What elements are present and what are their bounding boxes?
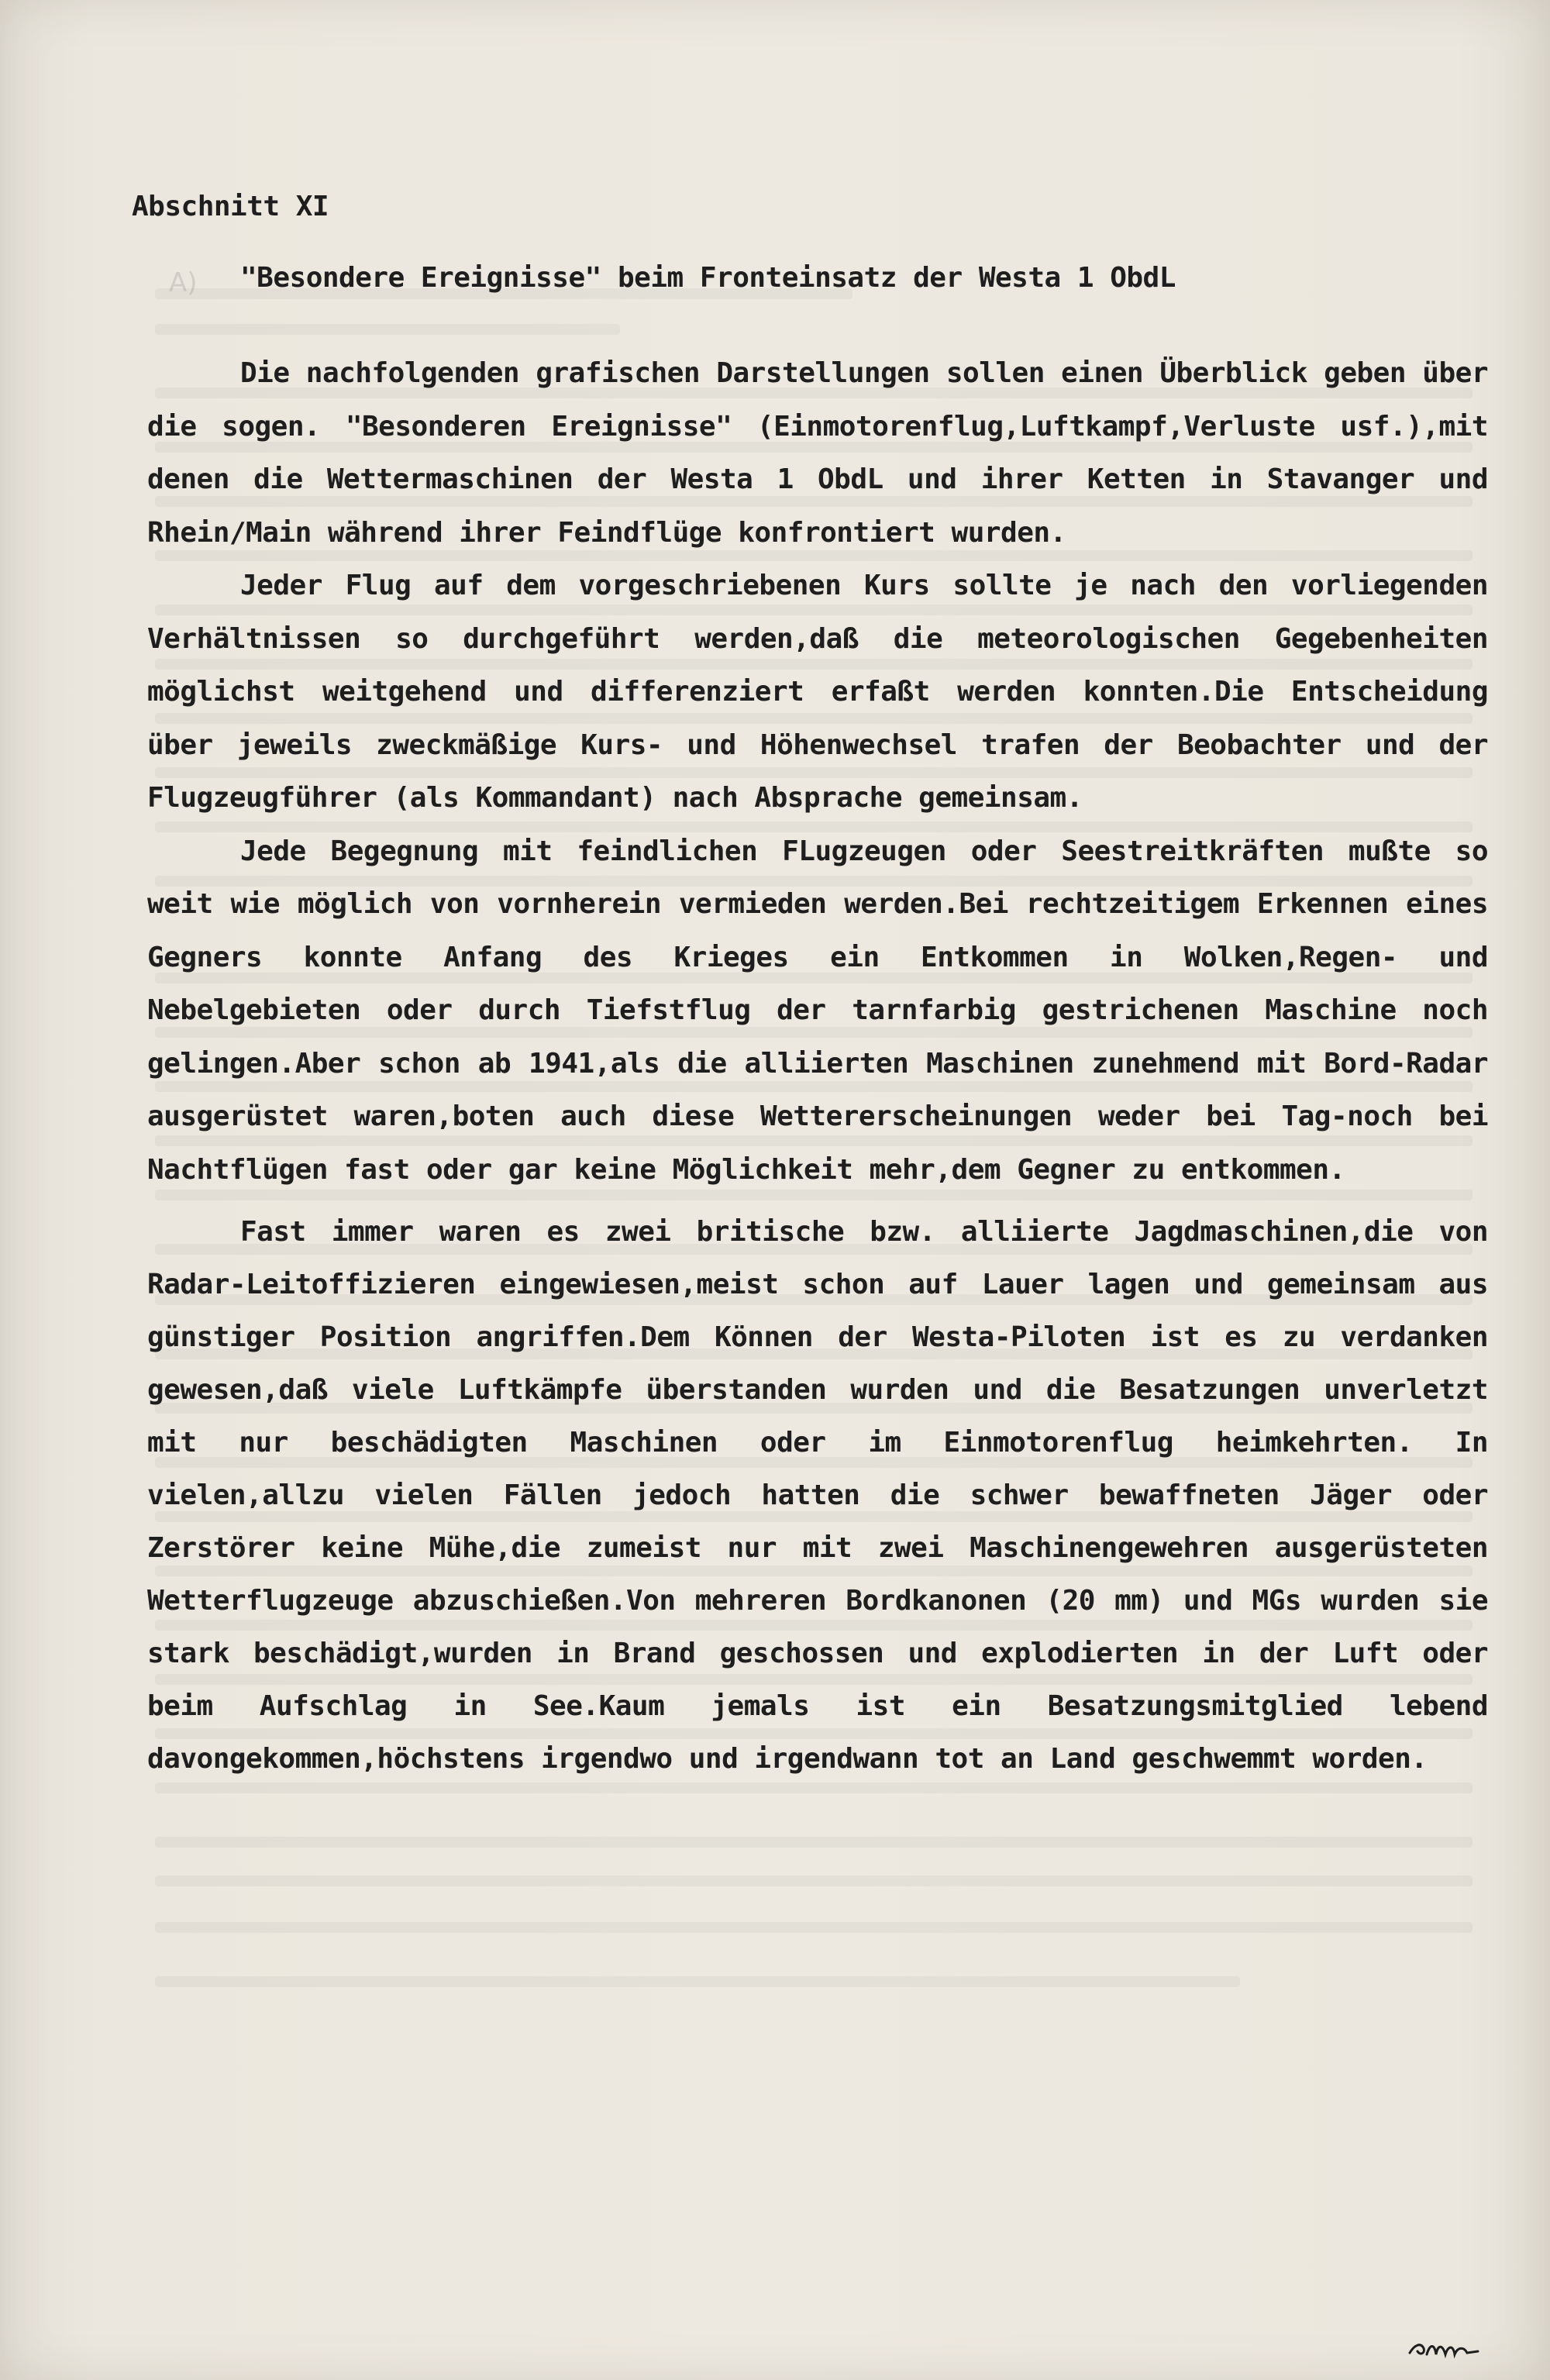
- bleed-through-line: [155, 1837, 1472, 1848]
- bleed-through-line: [155, 1976, 1240, 1987]
- bleed-through-line: [155, 324, 620, 335]
- paragraph: Jeder Flug auf dem vorgeschriebenen Kurs sollte je nach den vorliegenden Verhältnissen so durchgeführt werden,daß die meteorologischen Gegebenheiten möglichst weitgehend und differenziert erfaßt werden konnten.Die Entscheidung über jeweils zweckmäßige Kurs- und Höhenwechsel trafen der Beobachter und der Flugzeugführer (als Kommandant) nach Absprache gemeinsam.: [147, 570, 1488, 814]
- paragraph: Jede Begegnung mit feindlichen FLugzeugen oder Seestreitkräften mußte so weit wie möglich von vornherein vermieden werden.Bei rechtzeitigem Erkennen eines Gegners konnte Anfang des Krieges ein Entkommen in Wolken,Regen- und Nebelgebieten oder durch Tiefstflug der tarnfarbig gestrichenen Maschine noch gelingen.Aber schon ab 1941,als die alliierten Maschinen zunehmend mit Bord-Radar ausgerüstet waren,boten auch diese Wettererscheinungen weder bei Tag-noch bei Nachtflügen fast oder gar keine Möglichkeit mehr,dem Gegner zu entkommen.: [147, 835, 1488, 1186]
- page-heading: "Besondere Ereignisse" beim Fronteinsatz der Westa 1 ObdL: [240, 262, 1176, 294]
- body-text: [147, 347, 1488, 1786]
- handwritten-initial-icon: [1407, 2331, 1484, 2362]
- paragraph: Fast immer waren es zwei britische bzw. alliierte Jagdmaschinen,die von Radar-Leitoffizieren eingewiesen,meist schon auf Lauer lagen und gemeinsam aus günstiger Position angriffen.Dem Können der Westa-Piloten ist es zu verdanken gewesen,daß viele Luftkämpfe überstanden wurden und die Besatzungen unverletzt mit nur beschädigten Maschinen oder im Einmotorenflug heimkehrten. In vielen,allzu vielen Fällen jedoch hatten die schwer bewaffneten Jäger oder Zerstörer keine Mühe,die zumeist nur mit zwei Maschinengewehren ausgerüsteten Wetterflugzeuge abzuschießen.Von mehreren Bordkanonen (20 mm) und MGs wurden sie stark beschädigt,wurden in Brand geschossen und explodierten in der Luft oder beim Aufschlag in See.Kaum jemals ist ein Besatzungsmitglied lebend davongekommen,höchstens irgendwo und irgendwann tot an Land geschwemmt worden.: [147, 1216, 1488, 1775]
- paragraph: Die nachfolgenden grafischen Darstellungen sollen einen Überblick geben über die sogen. "Besonderen Ereignisse" (Einmotorenflug,Luftkampf,Verluste usf.),mit denen die Wettermaschinen der Westa 1 ObdL und ihrer Ketten in Stavanger und Rhein/Main während ihrer Feindflüge konfrontiert wurden.: [147, 357, 1488, 549]
- section-label: Abschnitt XI: [132, 191, 329, 222]
- bleed-through-line: [155, 1875, 1472, 1886]
- bleed-through-line: [155, 1922, 1472, 1933]
- bleed-through-mark: A): [169, 267, 198, 298]
